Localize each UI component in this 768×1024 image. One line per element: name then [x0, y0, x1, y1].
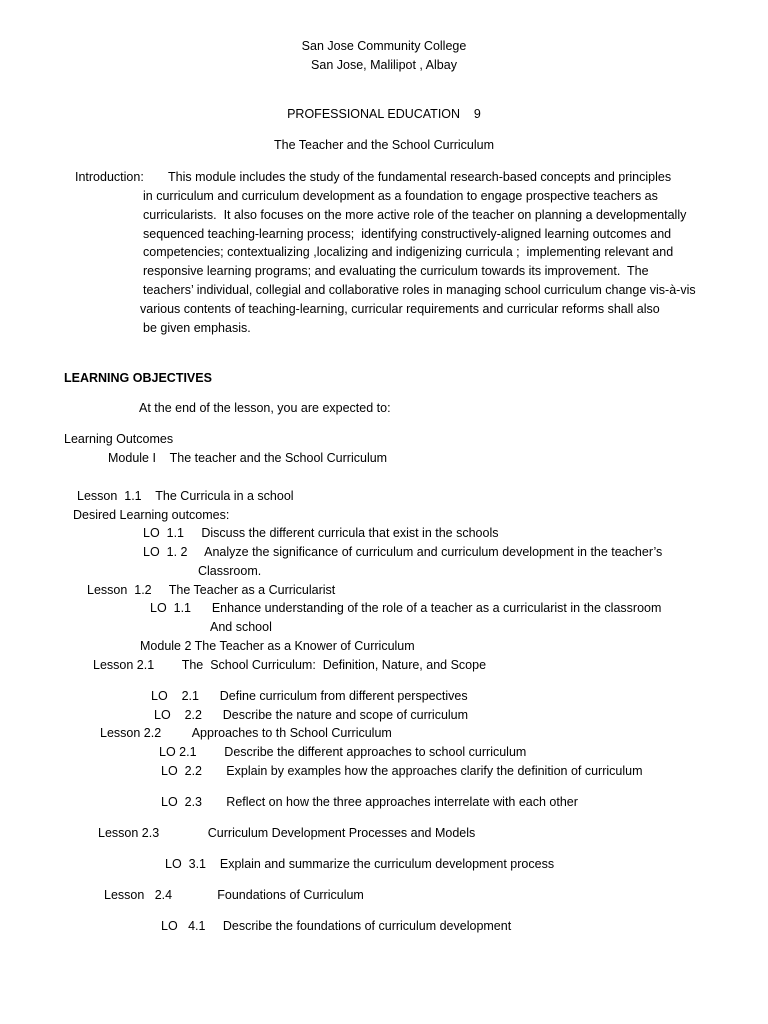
learning-outcome: LO 2.3 Reflect on how the three approaches interrelate with each other [161, 795, 578, 809]
learning-outcome: LO 3.1 Explain and summarize the curriculum development process [165, 857, 555, 871]
lesson-heading: Lesson 2.3 Curriculum Development Processes and Models [98, 826, 476, 840]
objectives-heading: LEARNING OBJECTIVES [64, 371, 212, 385]
module-title: The Teacher and the School Curriculum [273, 138, 495, 152]
desired-outcomes-label: Desired Learning outcomes: [73, 508, 230, 522]
learning-outcome: LO 1.1 Enhance understanding of the role of a teacher as a curricularist in the classroom [150, 601, 662, 615]
course-title: PROFESSIONAL EDUCATION 9 [287, 107, 481, 121]
objectives-intro: At the end of the lesson, you are expected to: [139, 401, 391, 415]
learning-outcome: LO 1. 2 Analyze the significance of curriculum and curriculum development in the teacher’s [143, 545, 663, 559]
lesson-heading: Lesson 2.1 The School Curriculum: Definition, Nature, and Scope [93, 658, 487, 672]
introduction-label: Introduction: [75, 170, 144, 184]
learning-outcome: LO 2.1 Define curriculum from different perspectives [151, 689, 468, 703]
introduction-line: responsive learning programs; and evaluating the curriculum towards its improvement. The [143, 264, 649, 278]
outcomes-heading: Learning Outcomes [64, 432, 174, 446]
lesson-heading: Lesson 1.1 The Curricula in a school [77, 489, 294, 503]
learning-outcome: LO 1.1 Discuss the different curricula that exist in the schools [143, 526, 499, 540]
learning-outcome-continuation: And school [210, 620, 272, 634]
college-address: San Jose, Malilipot , Albay [311, 58, 457, 72]
learning-outcome: LO 2.2 Explain by examples how the approaches clarify the definition of curriculum [161, 764, 643, 778]
lesson-heading: Lesson 2.4 Foundations of Curriculum [104, 888, 364, 902]
introduction-line: sequenced teaching-learning process; identifying constructively-aligned learning outcomes and [143, 227, 672, 241]
introduction-line: This module includes the study of the fundamental research-based concepts and principles [168, 170, 672, 184]
introduction-line: competencies; contextualizing ,localizing and indigenizing curricula ; implementing relevant and [143, 245, 674, 259]
introduction-line: be given emphasis. [143, 321, 251, 335]
introduction-line: in curriculum and curriculum development as a foundation to engage prospective teachers as [143, 189, 658, 203]
learning-outcome: LO 2.1 Describe the different approaches to school curriculum [159, 745, 527, 759]
learning-outcome: LO 4.1 Describe the foundations of curriculum development [161, 919, 512, 933]
lesson-heading: Lesson 2.2 Approaches to th School Curriculum [100, 726, 392, 740]
introduction-line: teachers’ individual, collegial and collaborative roles in managing school curriculum change vis-à-vis [143, 283, 696, 297]
learning-outcome-continuation: Classroom. [198, 564, 262, 578]
module-1-heading: Module I The teacher and the School Curriculum [108, 451, 388, 465]
learning-outcome: LO 2.2 Describe the nature and scope of curriculum [154, 708, 469, 722]
introduction-line: various contents of teaching-learning, curricular requirements and curricular reforms shall also [140, 302, 660, 316]
introduction-line: curricularists. It also focuses on the more active role of the teacher on planning a developmentally [143, 208, 687, 222]
lesson-heading: Lesson 1.2 The Teacher as a Curricularist [87, 583, 336, 597]
module-2-heading: Module 2 The Teacher as a Knower of Curriculum [140, 639, 415, 653]
college-name: San Jose Community College [301, 39, 467, 53]
